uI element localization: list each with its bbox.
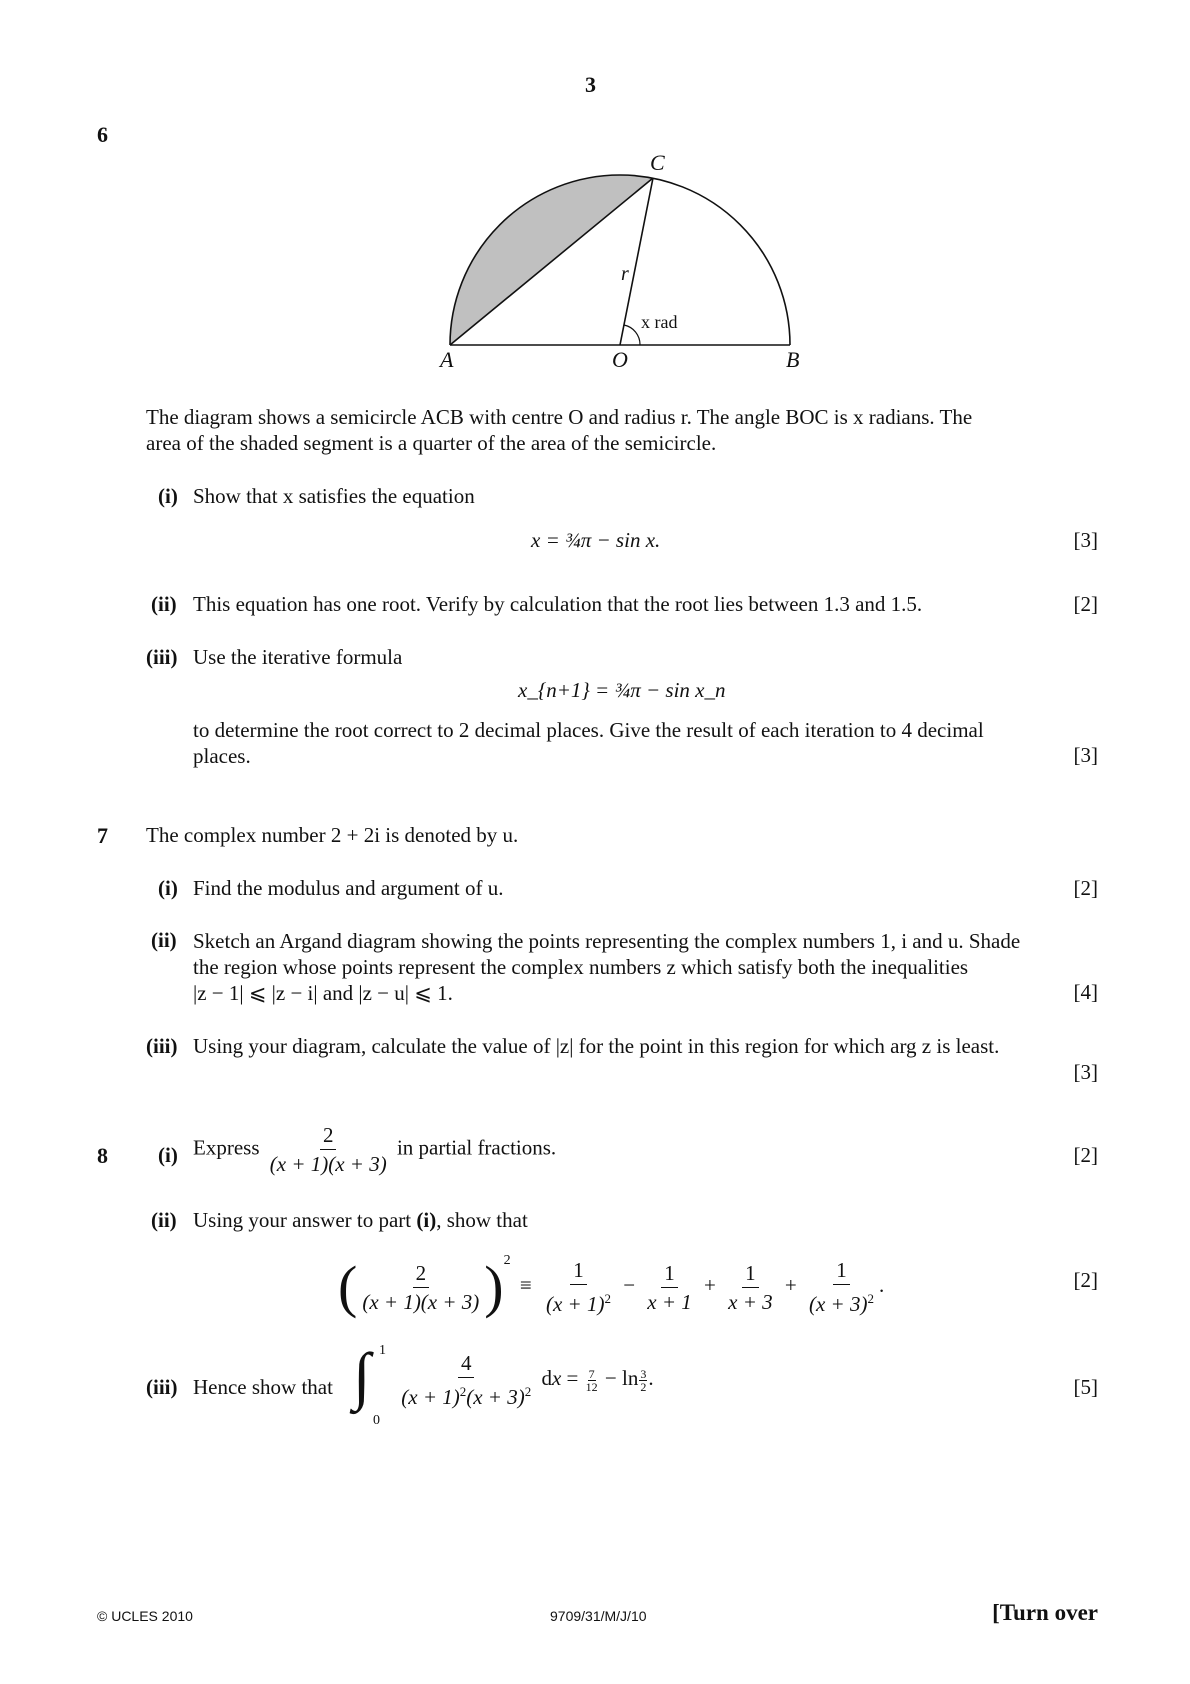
- q7-i-mark: [2]: [1073, 876, 1098, 900]
- label-r: r: [621, 263, 629, 285]
- q6-ii-label: (ii): [151, 592, 177, 616]
- q8-ii-label: (ii): [151, 1208, 177, 1232]
- angle-arc: [624, 325, 640, 345]
- q7-ii-label: (ii): [151, 928, 177, 952]
- q7-iii-label: (iii): [146, 1034, 178, 1058]
- label-b: B: [786, 347, 800, 372]
- semicircle-diagram: [0, 0, 1190, 380]
- q8-ii-text-after: , show that: [436, 1208, 528, 1232]
- lower-limit: 0: [373, 1413, 380, 1428]
- q6-i-equation: x = ¾π − sin x.: [531, 528, 661, 552]
- angle-label: x rad: [641, 312, 678, 332]
- q8-iii-integral: ∫ 1 0 $\frac{4}{(x + 1)^2(x + 3)^2}$ dx = $\frac{7}{12}$ − ln $\frac{3}{2}$ .: [353, 1340, 654, 1420]
- q7-i-label: (i): [158, 876, 178, 900]
- q8-ii-text-before: Using your answer to part: [193, 1208, 412, 1232]
- right-paren: ): [484, 1254, 504, 1320]
- footer-turn-over: [Turn over: [992, 1600, 1098, 1625]
- page-number: 3: [585, 72, 596, 97]
- q6-iii-text2-line2: places.: [193, 744, 251, 768]
- label-c: C: [650, 150, 665, 175]
- q8-i-frac-num: 2: [320, 1123, 337, 1150]
- footer-copyright: © UCLES 2010: [97, 1608, 193, 1624]
- identity-term-1: $\frac{1}{(x + 1)^2}$: [545, 1258, 611, 1317]
- q6-iii-equation: x_{n+1} = ¾π − sin x_n: [518, 678, 726, 702]
- left-paren: (: [338, 1254, 358, 1320]
- identity-lhs-fraction: $\frac{2}{(x + 1)(x + 3)}$: [362, 1260, 480, 1314]
- q6-ii-mark: [2]: [1073, 592, 1098, 616]
- upper-limit: 1: [379, 1343, 386, 1358]
- q8-i-text-after: in partial fractions.: [396, 1135, 557, 1160]
- q8-ii-text-ref: (i): [416, 1208, 437, 1232]
- question-6-number: 6: [97, 122, 108, 147]
- three-halves: $\frac{3}{2}$: [640, 1366, 647, 1394]
- integral-sign: ∫: [353, 1340, 371, 1411]
- label-o: O: [612, 347, 628, 372]
- q7-iii-text: Using your diagram, calculate the value of |z| for the point in this region for which arg z is least.: [193, 1034, 1000, 1058]
- q6-i-mark: [3]: [1073, 528, 1098, 552]
- q8-ii-text: [193, 1208, 528, 1233]
- identity-term-2: $\frac{1}{x + 1}$: [647, 1260, 692, 1314]
- q8-iii-text: Hence show that: [193, 1375, 333, 1399]
- q6-iii-text2: [193, 717, 1096, 769]
- q8-iii-mark: [5]: [1073, 1375, 1098, 1399]
- q7-i-text: Find the modulus and argument of u.: [193, 876, 504, 900]
- q7-iii-mark: [3]: [1073, 1060, 1098, 1084]
- q8-i-mark: [2]: [1073, 1143, 1098, 1167]
- q8-iii-label: (iii): [146, 1375, 178, 1399]
- q6-intro: [146, 404, 1096, 456]
- q7-ii-line1: Sketch an Argand diagram showing the points representing the complex numbers 1, i and u. Shade: [193, 929, 1021, 953]
- integrand-fraction: $\frac{4}{(x + 1)^2(x + 3)^2}$: [401, 1351, 532, 1409]
- q8-i-line: [193, 1123, 556, 1176]
- q8-i-frac-den: (x + 1)(x + 3): [269, 1152, 387, 1176]
- q6-i-label: (i): [158, 484, 178, 508]
- identity-term-4: $\frac{1}{(x + 3)^2}$: [808, 1258, 874, 1317]
- q6-intro-line2: area of the shaded segment is a quarter of the area of the semicircle.: [146, 431, 717, 455]
- q6-iii-text: Use the iterative formula: [193, 645, 403, 669]
- q7-ii-line2: the region whose points represent the complex numbers z which satisfy both the inequalities: [193, 955, 969, 979]
- q8-i-text-before: Express: [193, 1135, 260, 1160]
- q6-iii-label: (iii): [146, 645, 178, 669]
- q7-intro: The complex number 2 + 2i is denoted by u.: [146, 823, 519, 847]
- q8-i-fraction: [267, 1123, 390, 1176]
- question-8-number: 8: [97, 1143, 108, 1168]
- q6-iii-text2-line1: to determine the root correct to 2 decimal places. Give the result of each iteration to 4 decimal: [193, 718, 984, 742]
- q6-ii-text: This equation has one root. Verify by calculation that the root lies between 1.3 and 1.5.: [193, 592, 923, 616]
- question-7-number: 7: [97, 823, 108, 848]
- q8-i-label: (i): [158, 1143, 178, 1167]
- q7-ii-line3: |z − 1| ⩽ |z − i| and |z − u| ⩽ 1.: [193, 981, 453, 1005]
- q6-intro-line1: The diagram shows a semicircle ACB with centre O and radius r. The angle BOC is x radians. The: [146, 405, 973, 429]
- footer-code: 9709/31/M/J/10: [550, 1608, 647, 1624]
- q6-i-text: Show that x satisfies the equation: [193, 484, 475, 508]
- q8-ii-mark: [2]: [1073, 1268, 1098, 1292]
- label-a: A: [440, 347, 454, 372]
- q6-iii-mark: [3]: [1073, 743, 1098, 767]
- q7-ii-mark: [4]: [1073, 980, 1098, 1004]
- seven-twelfths: $\frac{7}{12}$: [585, 1366, 598, 1394]
- q7-ii-text: [193, 928, 1096, 1006]
- q8-ii-identity: ( $\frac{2}{(x + 1)(x + 3)}$ )$^2$ ≡ $\frac{1}{(x + 1)^2}$ − $\frac{1}{x + 1}$ + $\frac{1}{x + 3}$ + $\frac{1}{(x + 3)^2}$ .: [338, 1253, 885, 1320]
- identity-term-3: $\frac{1}{x + 3}$: [728, 1260, 773, 1314]
